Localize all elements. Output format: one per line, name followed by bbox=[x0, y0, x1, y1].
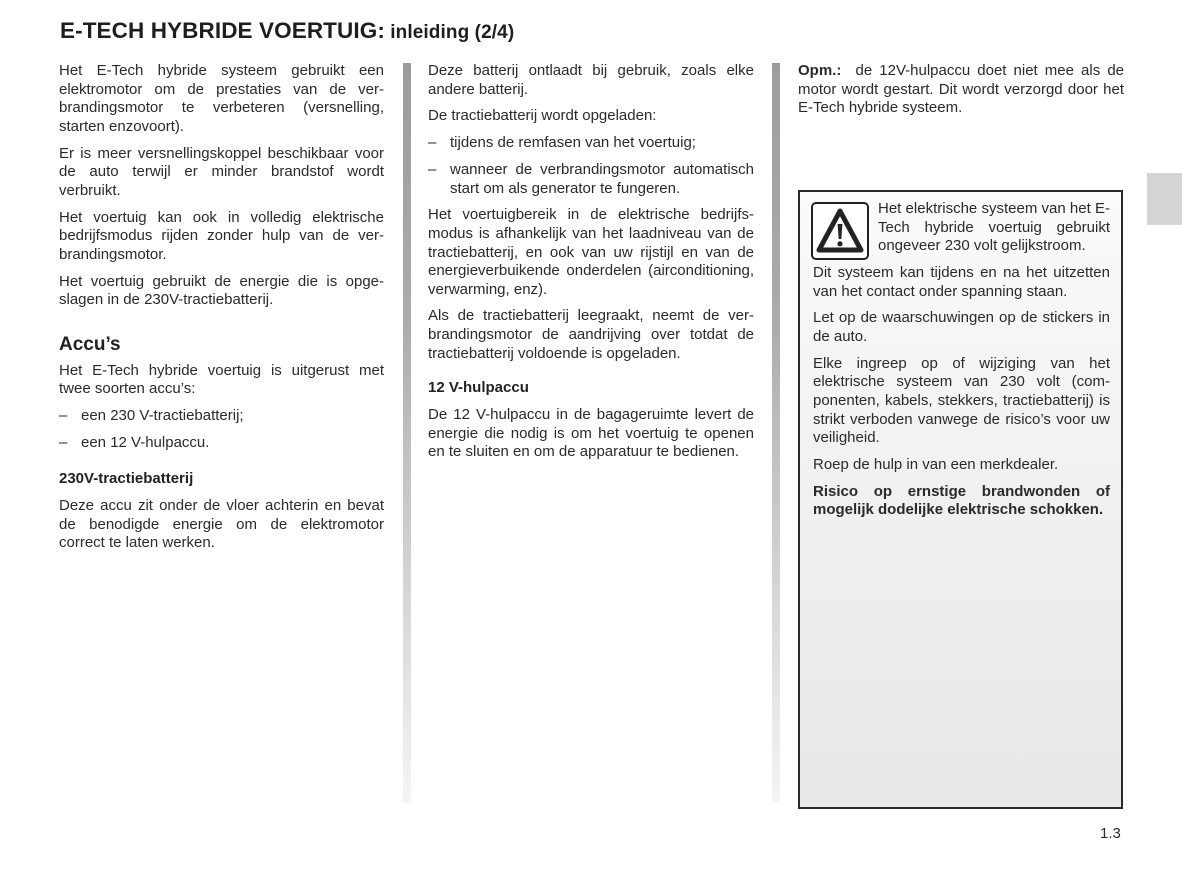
chapter-tab-marker bbox=[1147, 173, 1182, 225]
warning-triangle-icon-svg bbox=[816, 208, 864, 254]
page-number: 1.3 bbox=[1100, 825, 1121, 842]
column-separator bbox=[772, 63, 780, 803]
warning-triangle-icon bbox=[811, 202, 869, 260]
section-intro: Het E-Tech hybride voertuig is uitgerust met twee soorten accu’s: bbox=[59, 361, 384, 398]
warning-content bbox=[813, 200, 1110, 528]
warning-paragraph: Het elektrische systeem van het E-Tech hybride voertuig gebruikt ongeveer 230 volt gelijkstroom. bbox=[878, 200, 1110, 255]
paragraph: Deze batterij ontlaadt bij gebruik, zoals elke andere batterij. bbox=[428, 62, 754, 98]
column-1 bbox=[59, 62, 384, 561]
dash-bullet: – bbox=[59, 407, 68, 425]
subheading-12v-battery: 12 V-hulpaccu bbox=[428, 379, 529, 397]
warning-paragraph: Dit systeem kan tijdens en na het uitzetten van het contact onder spanning staan. bbox=[813, 264, 1110, 300]
paragraph: Het voertuig kan ook in volledig elektrische bedrijfsmodus rijden zonder hulp van de verbrandingsmotor. bbox=[59, 208, 384, 263]
page-title-main: E-TECH HYBRIDE VOERTUIG: bbox=[60, 18, 385, 43]
paragraph: Er is meer versnellingskoppel beschikbaar voor de auto terwijl er minder brandstof wordt verbruikt. bbox=[59, 144, 384, 199]
warning-paragraph: Roep de hulp in van een merkdealer. bbox=[813, 455, 1059, 473]
paragraph: De tractiebatterij wordt opgeladen: bbox=[428, 107, 657, 125]
column-2 bbox=[428, 62, 754, 470]
list-item bbox=[428, 134, 754, 153]
warning-risk-statement: Risico op ernstige brandwonden of mogelijk dodelijke elektrische schokken. bbox=[813, 482, 1110, 519]
note-paragraph bbox=[798, 62, 1129, 118]
page-title-subtitle: inleiding (2/4) bbox=[384, 22, 515, 43]
list-item-text: een 12 V-hulpaccu. bbox=[81, 433, 210, 451]
list-item-text: een 230 V-tractiebatterij; bbox=[81, 407, 244, 425]
subheading-230v-battery: 230V-tractiebatterij bbox=[59, 470, 194, 488]
note-text: de 12V-hulpaccu doet niet mee als de motor wordt gestart. Dit wordt verzorgd door het E-Tech hybride systeem. bbox=[798, 62, 1129, 117]
paragraph: De 12 V-hulpaccu in de bagageruimte levert de energie die nodig is om het voertuig te openen en te sluiten en om de apparatuur te bedienen. bbox=[428, 406, 754, 461]
list-item bbox=[59, 434, 384, 453]
paragraph: Het voertuig gebruikt de energie die is opgeslagen in de 230V-tractiebatterij. bbox=[59, 272, 384, 309]
list-item bbox=[428, 161, 754, 198]
paragraph: Deze accu zit onder de vloer achterin en bevat de benodigde energie om de elektromotor correct te laten werken. bbox=[59, 497, 384, 552]
paragraph: Als de tractiebatterij leegraakt, neemt de verbrandingsmotor de aandrijving over totdat de tractiebatterij voldoende is opgeladen. bbox=[428, 307, 754, 362]
dash-bullet: – bbox=[59, 433, 68, 451]
list-item-text: tijdens de remfasen van het voertuig; bbox=[450, 134, 696, 152]
warning-paragraph: Let op de waarschuwingen op de stickers in de auto. bbox=[813, 309, 1110, 345]
paragraph: Het E-Tech hybride systeem gebruikt een elektromotor om de prestaties van de verbrandingsmotor te verbeteren (versnelling, starten enzovoort). bbox=[59, 62, 384, 135]
warning-box bbox=[798, 190, 1123, 809]
dash-bullet: – bbox=[428, 134, 437, 152]
note-label: Opm.: bbox=[798, 62, 842, 79]
list-item bbox=[59, 407, 384, 426]
column-3 bbox=[798, 62, 1129, 126]
section-heading-accus: Accu’s bbox=[59, 333, 121, 355]
list-item-text: wanneer de verbrandingsmotor automatisch start om als generator te fungeren. bbox=[450, 160, 754, 197]
dash-bullet: – bbox=[428, 160, 437, 178]
warning-paragraph: Elke ingreep op of wijziging van het elektrische systeem van 230 volt (componenten, kabels, stekkers, tractiebatterij) is strikt verboden vanwege de risico’s voor uw veiligheid. bbox=[813, 354, 1110, 447]
column-separator bbox=[403, 63, 411, 803]
page-title bbox=[60, 18, 514, 44]
paragraph: Het voertuigbereik in de elektrische bedrijfsmodus is afhankelijk van het laadniveau van de tractiebatterij, en ook van uw rijstijl en van de energieverbuikende onderdelen (airconditioning, verwarming, enz). bbox=[428, 206, 754, 298]
